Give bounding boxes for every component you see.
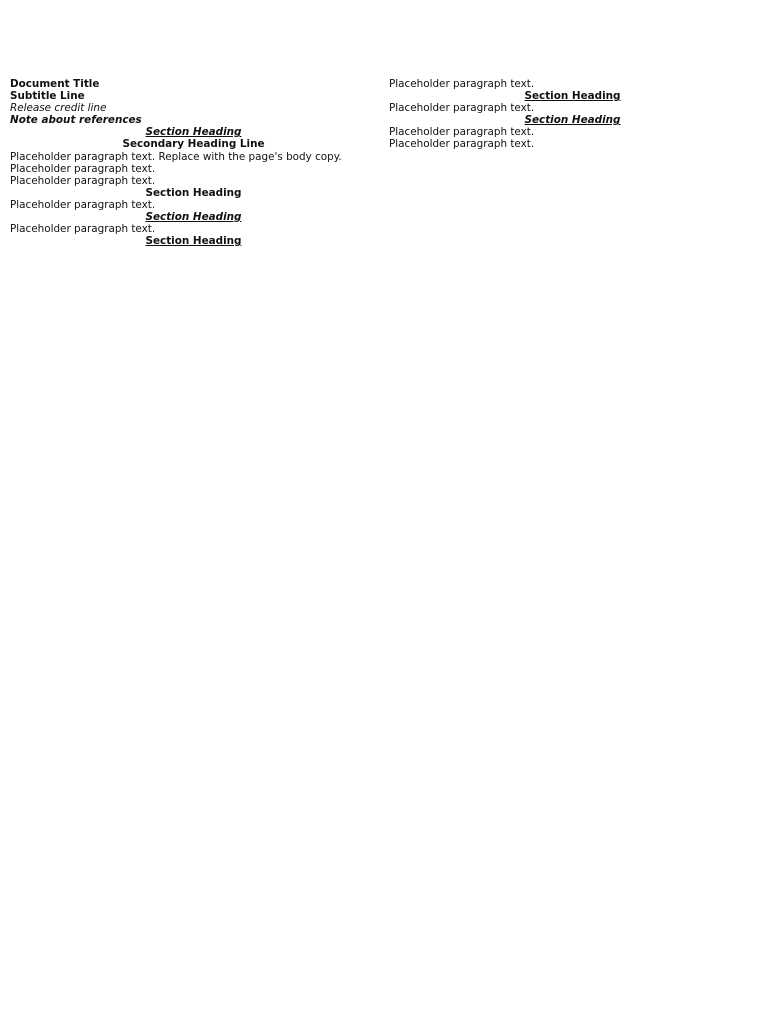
body-paragraph: Placeholder paragraph text. [10, 162, 156, 175]
release-credit: Release credit line [10, 102, 107, 115]
section-heading: Section Heading [524, 114, 621, 127]
section-heading: Section Heading [145, 126, 242, 139]
body-paragraph: Placeholder paragraph text. [389, 138, 535, 151]
title-block [10, 78, 377, 126]
document-title: Document Title [10, 78, 100, 90]
body-paragraph: Placeholder paragraph text. [389, 102, 535, 115]
body-paragraph: Placeholder paragraph text. [10, 174, 156, 187]
body-paragraph: Placeholder paragraph text. Replace with the page's body copy. [10, 150, 342, 163]
section-heading: Section Heading [145, 235, 242, 248]
document-subtitle: Subtitle Line [10, 90, 85, 103]
left-column [10, 78, 377, 1010]
section-heading: Section Heading [145, 211, 242, 224]
body-paragraph: Placeholder paragraph text. [389, 126, 535, 139]
body-paragraph: Placeholder paragraph text. [389, 78, 535, 90]
section-heading: Section Heading [524, 90, 621, 103]
body-paragraph: Placeholder paragraph text. [10, 198, 156, 211]
references-note: Note about references [10, 114, 142, 127]
section-heading: Secondary Heading Line [122, 138, 265, 151]
body-paragraph: Placeholder paragraph text. [10, 223, 156, 236]
right-column [389, 78, 756, 1010]
section-heading: Section Heading [145, 186, 242, 199]
